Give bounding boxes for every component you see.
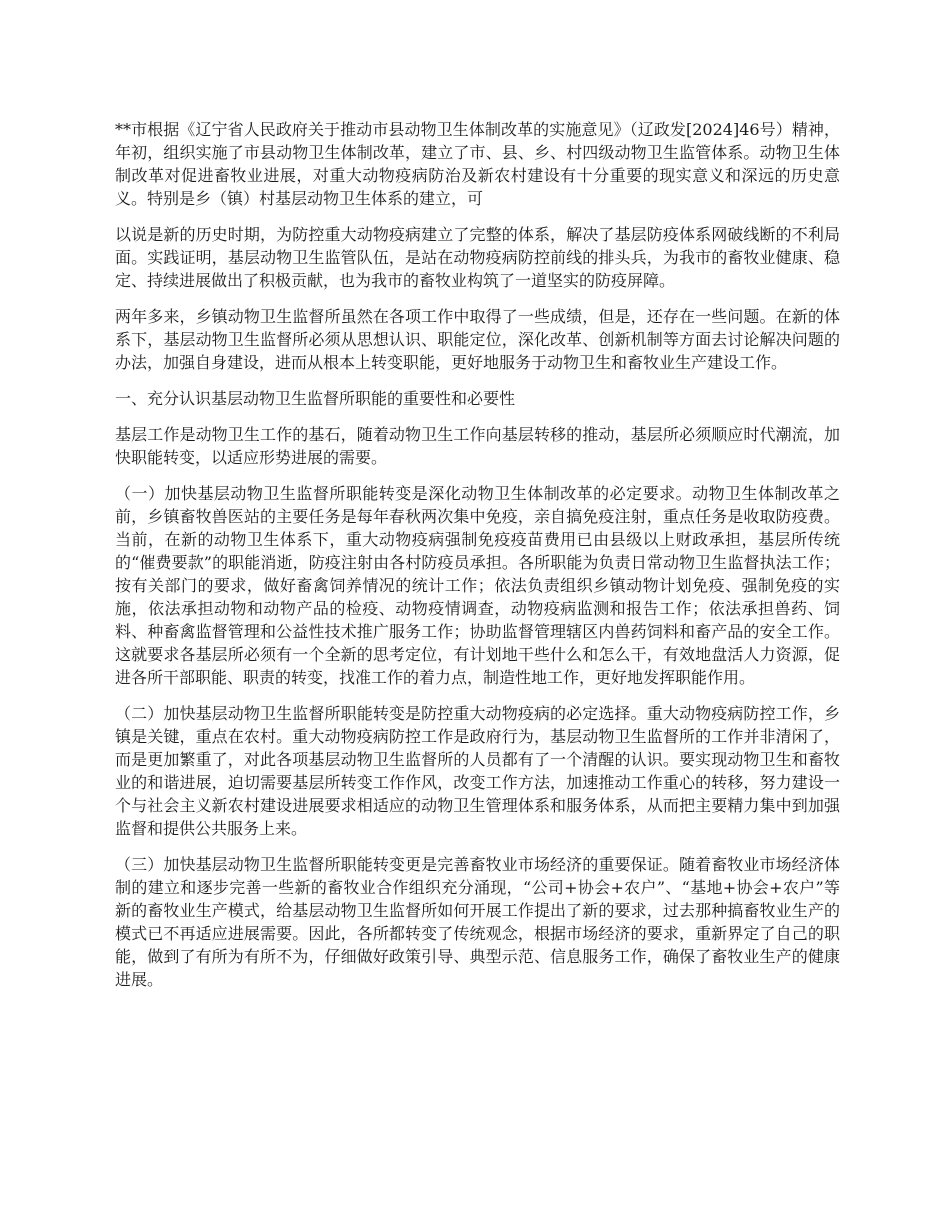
document-page (115, 118, 840, 1004)
paragraph-achievement: 以说是新的历史时期，为防控重大动物疫病建立了完整的体系，解决了基层防疫体系网破线断的不利局面。实践证明，基层动物卫生监管队伍，是站在动物疫病防控前线的排头兵，为我市的畜牧业健康、稳定、持续进展做出了积极贡献，也为我市的畜牧业构筑了一道坚实的防疫屏障。 (115, 225, 840, 290)
paragraph-intro: **市根据《辽宁省人民政府关于推动市县动物卫生体制改革的实施意见》（辽政发[2024]46号）精神，年初，组织实施了市县动物卫生体制改革，建立了市、县、乡、村四级动物卫生监管体系。动物卫生体制改革对促进畜牧业进展，对重大动物疫病防治及新农村建设有十分重要的现实意义和深远的历史意义。特别是乡（镇）村基层动物卫生体系的建立，可 (115, 120, 840, 208)
paragraph-foundation: 基层工作是动物卫生工作的基石，随着动物卫生工作向基层转移的推动，基层所必须顺应时代潮流，加快职能转变，以适应形势进展的需要。 (115, 425, 840, 467)
section-heading-1: 一、充分认识基层动物卫生监督所职能的重要性和必要性 (115, 389, 516, 408)
paragraph-point-1: （一）加快基层动物卫生监督所职能转变是深化动物卫生体制改革的必定要求。动物卫生体制改革之前，乡镇畜牧兽医站的主要任务是每年春秋两次集中免疫，亲自搞免疫注射，重点任务是收取防疫费。当前，在新的动物卫生体系下，重大动物疫病强制免疫疫苗费用已由县级以上财政承担，基层所传统的“催费要款”的职能消逝，防疫注射由各村防疫员承担。各所职能为负责日常动物卫生监督执法工作；按有关部门的要求，做好畜禽饲养情况的统计工作；依法负责组织乡镇动物计划免疫、强制免疫的实施，依法承担动物和动物产品的检疫、动物疫情调查，动物疫病监测和报告工作；依法承担兽药、饲料、种畜禽监督管理和公益性技术推广服务工作；协助监督管理辖区内兽药饲料和畜产品的安全工作。这就要求各基层所必须有一个全新的思考定位，有计划地干些什么和怎么干，有效地盘活人力资源，促进各所干部职能、职责的转变，找准工作的着力点，制造性地工作，更好地发挥职能作用。 (115, 484, 840, 687)
paragraph-problems: 两年多来，乡镇动物卫生监督所虽然在各项工作中取得了一些成绩，但是，还存在一些问题。在新的体系下，基层动物卫生监督所必须从思想认识、职能定位，深化改革、创新机制等方面去讨论解决问题的办法，加强自身建设，进而从根本上转变职能，更好地服务于动物卫生和畜牧业生产建设工作。 (115, 307, 840, 372)
paragraph-point-3: （三）加快基层动物卫生监督所职能转变更是完善畜牧业市场经济的重要保证。随着畜牧业市场经济体制的建立和逐步完善一些新的畜牧业合作组织充分涌现，“公司+协会+农户”、“基地+协会+农户”等新的畜牧业生产模式，给基层动物卫生监督所如何开展工作提出了新的要求，过去那种搞畜牧业生产的模式已不再适应进展需要。因此，各所都转变了传统观念，根据市场经济的要求，重新界定了自己的职能，做到了有所为有所不为，仔细做好政策引导、典型示范、信息服务工作，确保了畜牧业生产的健康进展。 (115, 855, 840, 989)
paragraph-point-2: （二）加快基层动物卫生监督所职能转变是防控重大动物疫病的必定选择。重大动物疫病防控工作，乡镇是关键，重点在农村。重大动物疫病防控工作是政府行为，基层动物卫生监督所的工作并非清闲了，而是更加繁重了，对此各项基层动物卫生监督所的人员都有了一个清醒的认识。要实现动物卫生和畜牧业的和谐进展，迫切需要基层所转变工作作风，改变工作方法，加速推动工作重心的转移，努力建设一个与社会主义新农村建设进展要求相适应的动物卫生管理体系和服务体系，从而把主要精力集中到加强监督和提供公共服务上来。 (115, 704, 840, 838)
